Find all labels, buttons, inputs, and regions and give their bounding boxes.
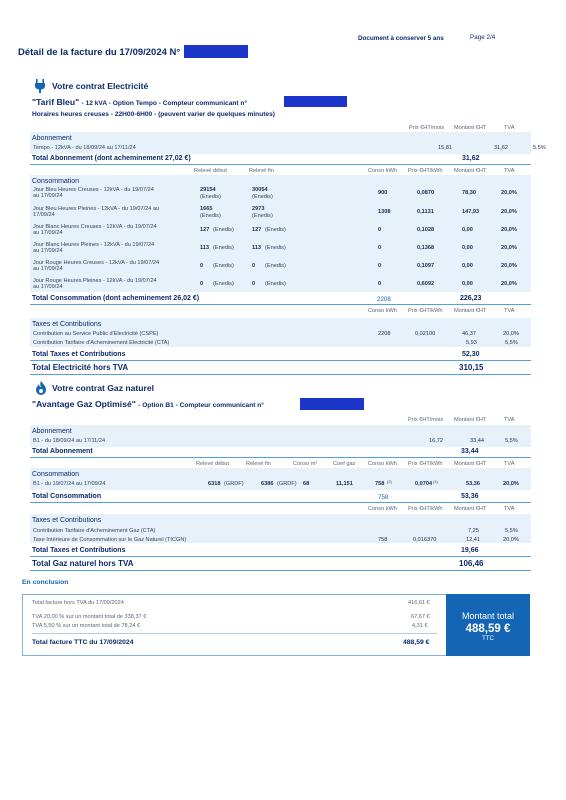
redacted-invoice-number xyxy=(184,45,248,58)
gaz-conso-total-label: Total Consommation xyxy=(32,493,102,500)
elec-abonnement-title: Abonnement xyxy=(32,135,72,142)
divider xyxy=(30,502,531,503)
gaz-grand-total-value: 106,46 xyxy=(459,559,484,568)
divider xyxy=(30,570,531,571)
col-header-prix: Prix €HT/kWh xyxy=(408,506,443,512)
elec-abonnement-total-value: 31,62 xyxy=(462,155,480,162)
col-header-montant: Montant €HT xyxy=(454,461,487,467)
montant-total-box xyxy=(446,594,530,656)
elec-abonnement-total-label: Total Abonnement (dont acheminement 27,02 €) xyxy=(32,155,191,162)
col-header-tva: TVA xyxy=(504,461,515,467)
gaz-grand-total-label: Total Gaz naturel hors TVA xyxy=(32,559,134,568)
col-header-montant: Montant €HT xyxy=(454,168,487,174)
col-header-releve-fin: Relevé fin xyxy=(249,168,274,174)
gaz-abonnement-band xyxy=(30,425,531,447)
col-header-conso: Conso kWh xyxy=(368,308,397,314)
divider xyxy=(30,304,531,305)
col-header-releve-debut: Relevé début xyxy=(194,168,227,174)
elec-grand-total-label: Total Electricité hors TVA xyxy=(32,363,129,372)
gaz-taxes-total-label: Total Taxes et Contributions xyxy=(32,547,126,554)
elec-hours: Horaires heures creuses - 22H00-6H00 - (peuvent varier de quelques minutes) xyxy=(32,111,275,118)
table-row: Jour Bleu Heures Pleines - 12kVA - du 19/07/24 au 17/09/24 1665 (Enedis) 2973 (Enedis) 1308 0,1131 147,93 20,0% xyxy=(33,206,517,219)
montant-total-unit: TTC xyxy=(482,636,494,642)
col-header-tva: TVA xyxy=(504,168,515,174)
elec-conso-total-value: 226,23 xyxy=(460,295,482,302)
divider xyxy=(30,457,531,458)
doc-keep-notice: Document à conserver 5 ans xyxy=(358,35,444,42)
conclusion-row: TVA 20,00 % sur un montant total de 338,37 € 67,67 € xyxy=(32,614,430,620)
col-header-prix: Prix €HT/kWh xyxy=(408,308,443,314)
plug-icon xyxy=(34,79,46,93)
col-header-tva: TVA xyxy=(504,125,515,131)
col-header-tva: TVA xyxy=(504,417,515,423)
divider xyxy=(30,556,531,557)
conclusion-row: TVA 5,50 % sur un montant total de 78,24 € 4,31 € xyxy=(32,623,428,629)
gaz-conso-total-value: 53,36 xyxy=(461,493,479,500)
col-header-prix-mois: Prix €HT/mois xyxy=(408,417,444,423)
page-title: Détail de la facture du 17/09/2024 N° xyxy=(18,47,181,58)
col-header-montant: Montant €HT xyxy=(454,417,487,423)
col-header-conso: Conso kWh xyxy=(368,506,397,512)
elec-grand-total-value: 310,15 xyxy=(459,363,484,372)
table-row: Jour Blanc Heures Pleines - 12kVA - du 19/07/24 au 17/09/24 113 (Enedis) 113 (Enedis) 0 0,1368 0,00 20,0% xyxy=(33,242,517,255)
gaz-taxes-total-value: 19,66 xyxy=(461,547,479,554)
elec-offer-name: "Tarif Bleu" - 12 kVA - Option Tempo - Compteur communicant n° xyxy=(32,97,248,107)
col-header-conso: Conso kWh xyxy=(368,461,397,467)
elec-conso-total-label: Total Consommation (dont acheminement 26,02 €) xyxy=(32,295,200,302)
conclusion-total-row: Total facture TTC du 17/09/2024 488,59 € xyxy=(32,639,430,646)
conclusion-heading: En conclusion xyxy=(22,579,69,586)
gaz-conso-title: Consommation xyxy=(32,471,80,478)
col-header-releve-debut: Relevé début xyxy=(196,461,229,467)
gaz-taxes-title: Taxes et Contributions xyxy=(32,517,102,524)
redacted-meter-number xyxy=(284,96,347,107)
elec-taxes-total-label: Total Taxes et Contributions xyxy=(32,351,126,358)
gaz-offer-name: "Avantage Gaz Optimisé" - Option B1 - Compteur communicant n° xyxy=(32,399,264,409)
elec-conso-title: Consommation xyxy=(32,178,80,185)
gaz-abonnement-total-value: 33,44 xyxy=(461,448,479,455)
divider xyxy=(30,360,531,361)
col-header-conso-m3: Conso m³ xyxy=(293,461,318,467)
montant-total-label: Montant total xyxy=(461,611,515,621)
elec-taxes-total-value: 52,30 xyxy=(462,351,480,358)
col-header-tva: TVA xyxy=(504,506,515,512)
gaz-conso-total-kwh: 758 xyxy=(378,494,389,501)
col-header-conso: Conso kWh xyxy=(368,168,397,174)
col-header-montant: Montant €HT xyxy=(454,125,487,131)
page-number: Page 2/4 xyxy=(470,34,496,41)
divider xyxy=(30,374,531,375)
col-header-prix: Prix €HT/kWh xyxy=(408,461,443,467)
col-header-montant: Montant €HT xyxy=(454,308,487,314)
col-header-prix-mois: Prix €HT/mois xyxy=(409,125,445,131)
table-row: Jour Rouge Heures Pleines - 12kVA - du 19/07/24 au 17/09/24 0 (Enedis) 0 (Enedis) 0 0,6092 0,00 20,0% xyxy=(33,278,517,291)
elec-conso-total-kwh: 2208 xyxy=(377,296,391,303)
divider xyxy=(32,633,437,634)
col-header-tva: TVA xyxy=(504,308,515,314)
elec-heading: Votre contrat Electricité xyxy=(52,81,149,91)
elec-taxes-title: Taxes et Contributions xyxy=(32,321,102,328)
col-header-montant: Montant €HT xyxy=(454,506,487,512)
table-row: Jour Blanc Heures Creuses - 12kVA - du 19/07/24 au 17/09/24 127 (Enedis) 127 (Enedis) 0 0,1028 0,00 20,0% xyxy=(33,224,517,237)
montant-total-value: 488,59 € xyxy=(465,623,511,635)
col-header-releve-fin: Relevé fin xyxy=(246,461,271,467)
table-row: Tempo - 12kVA - du 18/09/24 au 17/11/24 15,81 31,62 5,5% xyxy=(33,145,546,151)
gaz-heading: Votre contrat Gaz naturel xyxy=(52,383,155,393)
gaz-abonnement-total-label: Total Abonnement xyxy=(32,448,93,455)
redacted-meter-number xyxy=(300,398,364,410)
col-header-coef: Coef gaz xyxy=(333,461,356,467)
table-row: Jour Rouge Heures Creuses - 12kVA - du 19/07/24 au 17/09/24 0 (Enedis) 0 (Enedis) 0 0,1097 0,00 20,0% xyxy=(33,260,517,273)
divider xyxy=(30,164,531,165)
gaz-abonnement-title: Abonnement xyxy=(32,428,72,435)
col-header-prix: Prix €HT/kWh xyxy=(408,168,443,174)
table-row: Jour Bleu Heures Creuses - 12kVA - du 19/07/24 au 17/09/24 29154 (Enedis) 30054 (Enedis) 900 0,0870 78,30 20,0% xyxy=(33,187,517,200)
conclusion-row: Total facture hors TVA du 17/09/2024 416,61 € xyxy=(32,600,430,606)
flame-icon xyxy=(36,381,46,395)
